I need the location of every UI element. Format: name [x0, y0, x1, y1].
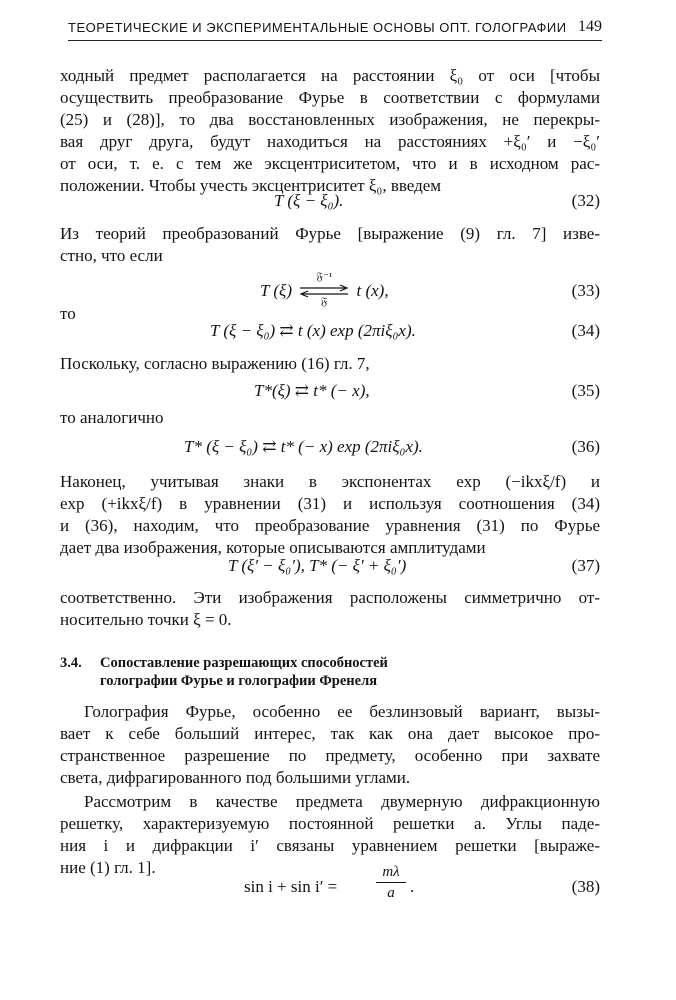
equation-expression: T* (ξ − ξ₀) ⇄ t* (− x) exp (2πiξ₀x). — [184, 437, 423, 456]
equation-expression: T*(ξ) ⇄ t* (− x), — [254, 381, 370, 400]
text-line: Голография Фурье, особенно ее безлинзовый вариант, вызы- — [84, 702, 600, 721]
text-line: света, дифрагированного под большими углами. — [60, 768, 411, 787]
equation-number: (38) — [571, 877, 600, 896]
equation-tail: . — [410, 877, 415, 896]
text-line: странственное разрешение по предмету, особенно при захвате — [60, 746, 600, 765]
equation-expression: T (ξ − ξ₀). — [274, 191, 344, 210]
equation-expression — [244, 874, 337, 900]
header-title: ТЕОРЕТИЧЕСКИЕ И ЭКСПЕРИМЕНТАЛЬНЫЕ ОСНОВЫ ОПТ. ГОЛОГРАФИИ — [68, 20, 567, 35]
text-line: дает два изображения, которые описываются амплитудами — [60, 538, 486, 557]
text-line: осуществить преобразование Фурье в соответствии с формулами — [60, 88, 600, 107]
equation-37 — [60, 553, 600, 579]
text-line: вает к себе больший интерес, так как она дает высокое про- — [60, 724, 600, 743]
fraction-numerator: mλ — [376, 862, 406, 883]
equation-36 — [60, 434, 600, 460]
equation-38 — [60, 862, 600, 910]
text-line: Рассмотрим в качестве предмета двумерную дифракционную — [84, 792, 600, 811]
equation-number: (32) — [571, 191, 600, 210]
equation-number: (36) — [571, 437, 600, 456]
equation-lhs: sin i + sin i′ = — [244, 877, 338, 896]
text-line: ния i и дифракции i′ связаны уравнением решетки [выраже- — [60, 836, 600, 855]
fourier-transform-arrow — [296, 271, 352, 308]
arrow-label-bottom: 𝔉 — [320, 296, 328, 308]
equation-number: (33) — [571, 281, 600, 300]
text-line: Из теорий преобразований Фурье [выражение (9) гл. 7] изве- — [60, 224, 600, 243]
text-line: Наконец, учитывая знаки в экспонентах exp (−ikxξ/f) и — [60, 472, 600, 491]
fraction — [376, 862, 406, 903]
text-line: вая друг друга, будут находиться на расстояниях +ξ₀′ и −ξ₀′ — [60, 132, 600, 151]
arrow-label-top: 𝔉⁻¹ — [316, 271, 333, 283]
text-line: Поскольку, согласно выражению (16) гл. 7, — [60, 354, 370, 373]
equation-rhs: t (x), — [356, 281, 389, 300]
equation-expression: T (ξ′ − ξ₀′), T* (− ξ′ + ξ₀′) — [228, 556, 407, 575]
running-header — [68, 18, 602, 41]
text-line: ние (1) гл. 1]. — [60, 858, 156, 877]
equation-number: (34) — [571, 321, 600, 340]
section-title-line: Сопоставление разрешающих способностей — [100, 655, 388, 671]
text-line: от оси, т. е. с тем же эксцентриситетом, что и в исходном рас- — [60, 154, 600, 173]
text-line: решетку, характеризуемую постоянной решетки a. Углы паде- — [60, 814, 600, 833]
equation-lhs: T (ξ) — [260, 281, 292, 300]
section-heading — [60, 654, 388, 672]
equation-33 — [60, 271, 600, 308]
equation-34 — [60, 318, 600, 344]
text-line: (25) и (28)], то два восстановленных изображения, не перекры- — [60, 110, 600, 129]
equation-35 — [60, 378, 600, 404]
section-title-line: голографии Фурье и голографии Френеля — [100, 673, 378, 689]
text-line: соответственно. Эти изображения расположены симметрично от- — [60, 588, 600, 607]
text-line: положении. Чтобы учесть эксцентриситет ξ₀, введем — [60, 176, 442, 195]
equation-expression: T (ξ − ξ₀) ⇄ t (x) exp (2πiξ₀x). — [210, 321, 416, 340]
equation-32 — [60, 188, 600, 214]
text-line: exp (+ikxξ/f) в уравнении (31) и используя соотношения (34) — [60, 494, 600, 513]
equation-number: (35) — [571, 381, 600, 400]
text-line: и (36), находим, что преобразование уравнения (31) по Фурье — [60, 516, 600, 535]
text-line: то аналогично — [60, 408, 164, 427]
text-line: то — [60, 304, 76, 323]
equation-expression — [260, 271, 389, 308]
page-number: 149 — [578, 18, 602, 35]
text-line: носительно точки ξ = 0. — [60, 610, 232, 629]
text-line: стно, что если — [60, 246, 163, 265]
section-heading-cont — [100, 672, 377, 690]
fraction-denominator: a — [387, 885, 395, 901]
equation-number: (37) — [571, 556, 600, 575]
text-line: ходный предмет располагается на расстоянии ξ₀ от оси [чтобы — [60, 66, 600, 85]
section-number: 3.4. — [60, 655, 82, 671]
